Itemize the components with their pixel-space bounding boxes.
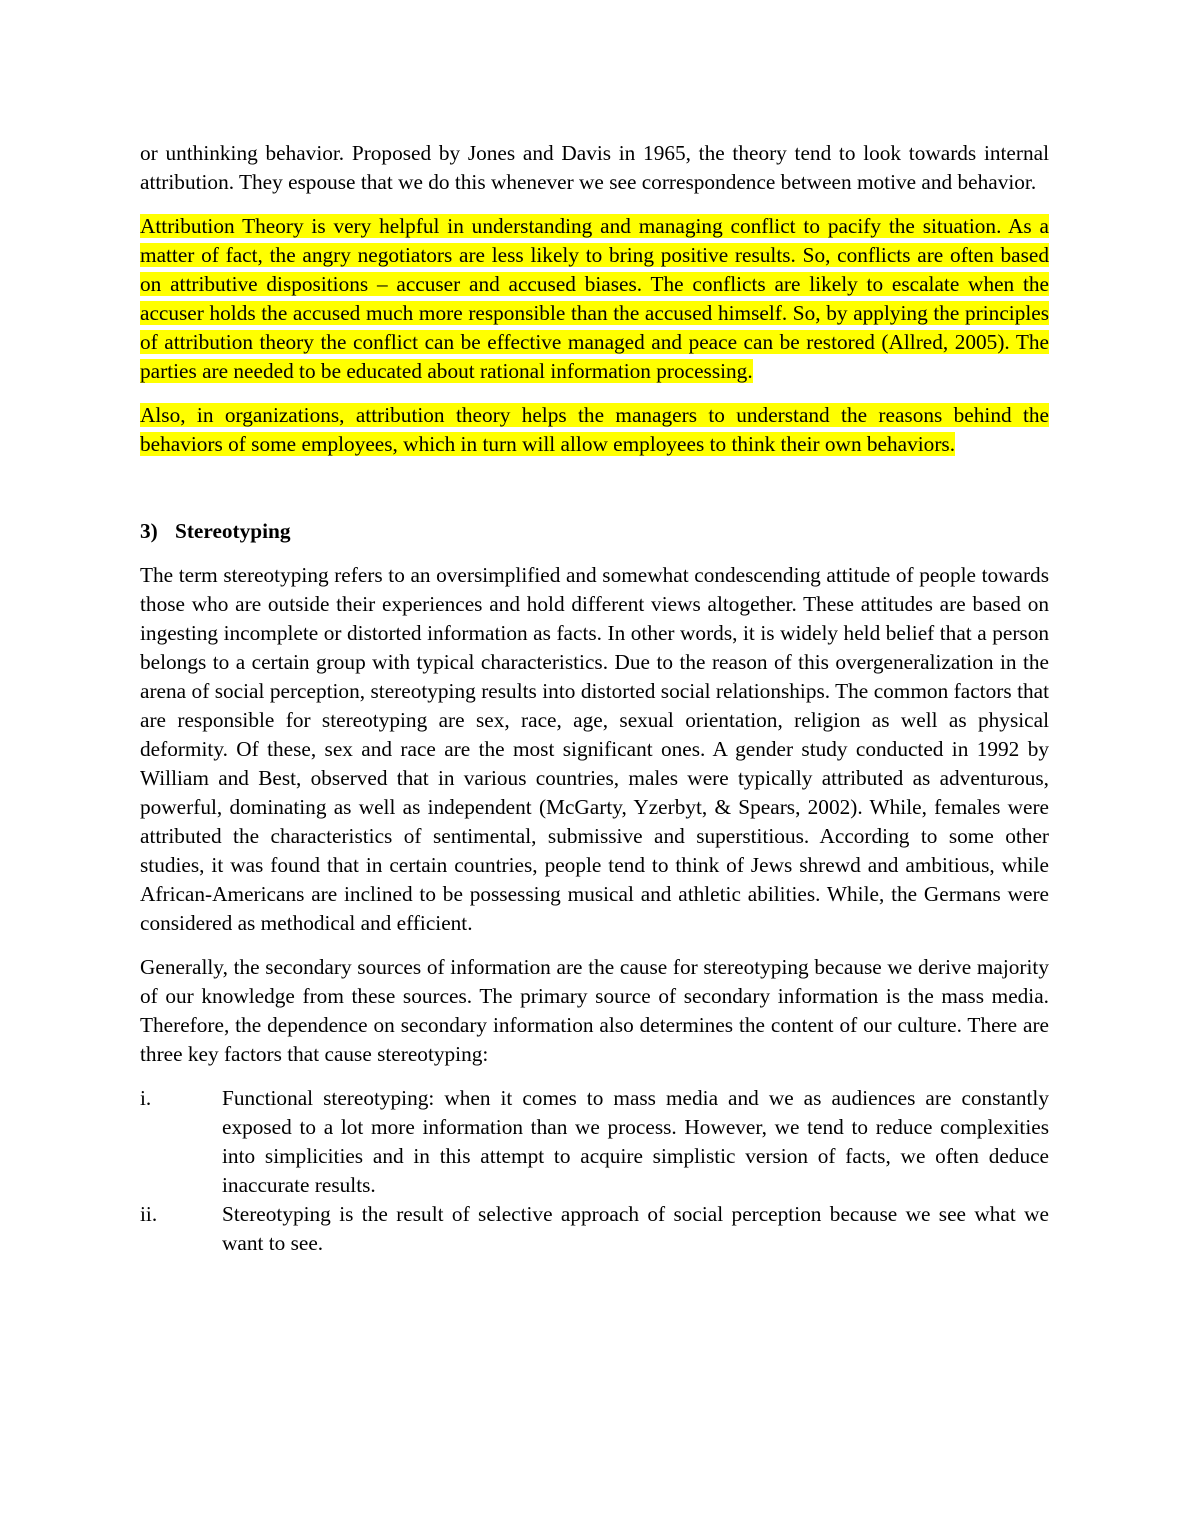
highlighted-paragraph: [140, 212, 1049, 386]
list-marker: i.: [140, 1086, 152, 1110]
body-paragraph: Generally, the secondary sources of information are the cause for stereotyping because we derive majority of our knowledge from these sources. The primary source of secondary information is the mass media. Therefore, the dependence on secondary information also determines the content of our culture. There are three key factors that cause stereotyping:: [140, 955, 1049, 1066]
highlighted-paragraph: [140, 401, 1049, 459]
list-item: [140, 1084, 1049, 1200]
roman-numeral-list: [140, 1084, 1049, 1258]
highlighted-text: Also, in organizations, attribution theory helps the managers to understand the reasons behind the behaviors of some employees, which in turn will allow employees to think their own behaviors.: [140, 403, 1049, 456]
list-marker: ii.: [140, 1202, 158, 1226]
section-heading: [140, 517, 1049, 546]
section-number: 3): [140, 519, 158, 543]
list-item-text: Stereotyping is the result of selective approach of social perception because we see what we want to see.: [222, 1202, 1049, 1255]
section-title: Stereotyping: [175, 519, 291, 543]
body-paragraph: The term stereotyping refers to an oversimplified and somewhat condescending attitude of people towards those who are outside their experiences and hold different views altogether. These attitudes are based on ingesting incomplete or distorted information as facts. In other words, it is widely held belief that a person belongs to a certain group with typical characteristics. Due to the reason of this overgeneralization in the arena of social perception, stereotyping results into distorted social relationships. The common factors that are responsible for stereotyping are sex, race, age, sexual orientation, religion as well as physical deformity. Of these, sex and race are the most significant ones. A gender study conducted in 1992 by William and Best, observed that in various countries, males were typically attributed as adventurous, powerful, dominating as well as independent (McGarty, Yzerbyt, & Spears, 2002). While, females were attributed the characteristics of sentimental, submissive and superstitious. According to some other studies, it was found that in certain countries, people tend to think of Jews shrewd and ambitious, while African-Americans are inclined to be possessing musical and athletic abilities. While, the Germans were considered as methodical and efficient.: [140, 563, 1049, 935]
document-page: [140, 139, 1049, 1258]
body-paragraph: or unthinking behavior. Proposed by Jones and Davis in 1965, the theory tend to look towards internal attribution. They espouse that we do this whenever we see correspondence between motive and behavior.: [140, 141, 1049, 194]
highlighted-text: Attribution Theory is very helpful in understanding and managing conflict to pacify the situation. As a matter of fact, the angry negotiators are less likely to bring positive results. So, conflicts are often based on attributive dispositions – accuser and accused biases. The conflicts are likely to escalate when the accuser holds the accused much more responsible than the accused himself. So, by applying the principles of attribution theory the conflict can be effective managed and peace can be restored (Allred, 2005). The parties are needed to be educated about rational information processing.: [140, 214, 1049, 383]
list-item: [140, 1200, 1049, 1258]
list-item-text: Functional stereotyping: when it comes to mass media and we as audiences are constantly exposed to a lot more information than we process. However, we tend to reduce complexities into simplicities and in this attempt to acquire simplistic version of facts, we often deduce inaccurate results.: [222, 1086, 1049, 1197]
